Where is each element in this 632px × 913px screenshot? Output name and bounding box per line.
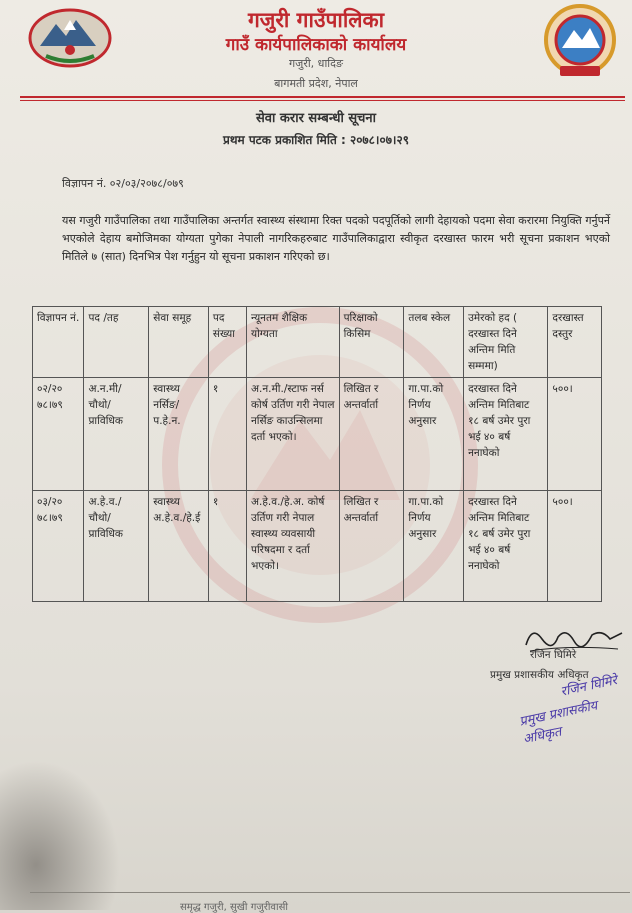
office-province: बागमती प्रदेश, नेपाल [274,77,358,90]
header-service-group: सेवा समूह [149,307,209,378]
cell-position: अ.हे.व./ चौथो/ प्राविधिक [84,491,149,602]
cell-post-count: १ [208,378,246,491]
cell-service-group: स्वास्थ्य नर्सिङ/ प.हे.न. [149,378,209,491]
publish-date: प्रथम पटक प्रकाशित मिति : २०७८।०७।२९ [223,133,409,147]
header-divider [20,96,625,98]
header-position: पद /तह [84,307,149,378]
table-row [33,491,602,602]
vacancy-table [32,306,602,602]
cell-ad-number: ०२/२० ७८।७९ [33,378,84,491]
cell-qualification: अ.हे.व./हे.अ. कोर्ष उर्तिण गरी नेपाल स्वास्थ्य व्यवसायी परिषदमा र दर्ता भएको। [246,491,339,602]
cell-application-fee: ५००। [548,378,602,491]
stamp-name: रजिन घिमिरे [559,673,619,700]
header-salary-scale: तलब स्केल [404,307,464,378]
notice-title: सेवा करार सम्बन्धी सूचना [256,111,376,126]
cell-ad-number: ०३/२० ७८।७९ [33,491,84,602]
header-post-count: पद संख्या [208,307,246,378]
footer-text: समृद्ध गजुरी, सुखी गजुरीवासी [180,902,288,913]
cell-qualification: अ.न.मी./स्टाफ नर्स कोर्ष उर्तिण गरी नेपाल नर्सिङ काउन्सिलमा दर्ता भएको। [246,378,339,491]
cell-service-group: स्वास्थ्य अ.हे.व./हे.ई [149,491,209,602]
cell-post-count: १ [208,491,246,602]
cell-salary-scale: गा.पा.को निर्णय अनुसार [404,378,464,491]
cell-exam-type: लिखित र अन्तर्वार्ता [339,491,404,602]
advertisement-number: विज्ञापन नं. ०२/०३/२०७८/०७९ [62,177,184,190]
header-application-fee: दरखास्त दस्तुर [548,307,602,378]
cell-age-limit: दरखास्त दिने अन्तिम मितिबाट १८ बर्ष उमेर पुरा भई ४० बर्ष ननाघेको [464,378,548,491]
cell-age-limit: दरखास्त दिने अन्तिम मितिबाट १८ बर्ष उमेर पुरा भई ४० बर्ष ननाघेको [464,491,548,602]
header-divider-thin [20,100,625,101]
signer-name: रजिन घिमिरे [530,649,577,661]
footer-divider [30,892,630,893]
table-row [33,378,602,491]
signer-designation: प्रमुख प्रशासकीय अधिकृत [490,669,589,681]
header-age-limit: उमेरको हद ( दरखास्त दिने अन्तिम मिति सम्ममा) [464,307,548,378]
notice-body: यस गजुरी गाउँपालिका तथा गाउँपालिका अन्तर्गत स्वास्थ्य संस्थामा रिक्त पदको पदपूर्तिको लागी देहायको पदमा सेवा करारमा नियुक्ति गर्नुपर्ने भएकोले देहाय बमोजिमका योग्यता पुगेका नेपाली नागरिकहरुबाट गाउँपालिकाद्वारा स्वीकृत दरखास्त फारम भरी सूचना प्रकाशन भएको मितिले ७ (सात) दिनभित्र पेश गर्नुहुन यो सूचना प्रकाशन गरिएको छ। [62,214,610,263]
cell-exam-type: लिखित र अन्तर्वार्ता [339,378,404,491]
office-place: गजुरी, धादिङ [288,57,343,70]
office-name: गाउँ कार्यपालिकाको कार्यालय [225,35,407,55]
cell-salary-scale: गा.पा.को निर्णय अनुसार [404,491,464,602]
cell-application-fee: ५००। [548,491,602,602]
header-exam-type: परिक्षाको किसिम [339,307,404,378]
stamp-designation: प्रमुख प्रशासकीय अधिकृत [518,698,599,748]
table-header-row [33,307,602,378]
page-shadow [0,760,120,910]
header-qualification: न्यूनतम शैक्षिक योग्यता [246,307,339,378]
header-ad-number: विज्ञापन नं. [33,307,84,378]
cell-position: अ.न.मी/ चौथो/ प्राविधिक [84,378,149,491]
municipality-name: गजुरी गाउँपालिका [247,8,385,32]
